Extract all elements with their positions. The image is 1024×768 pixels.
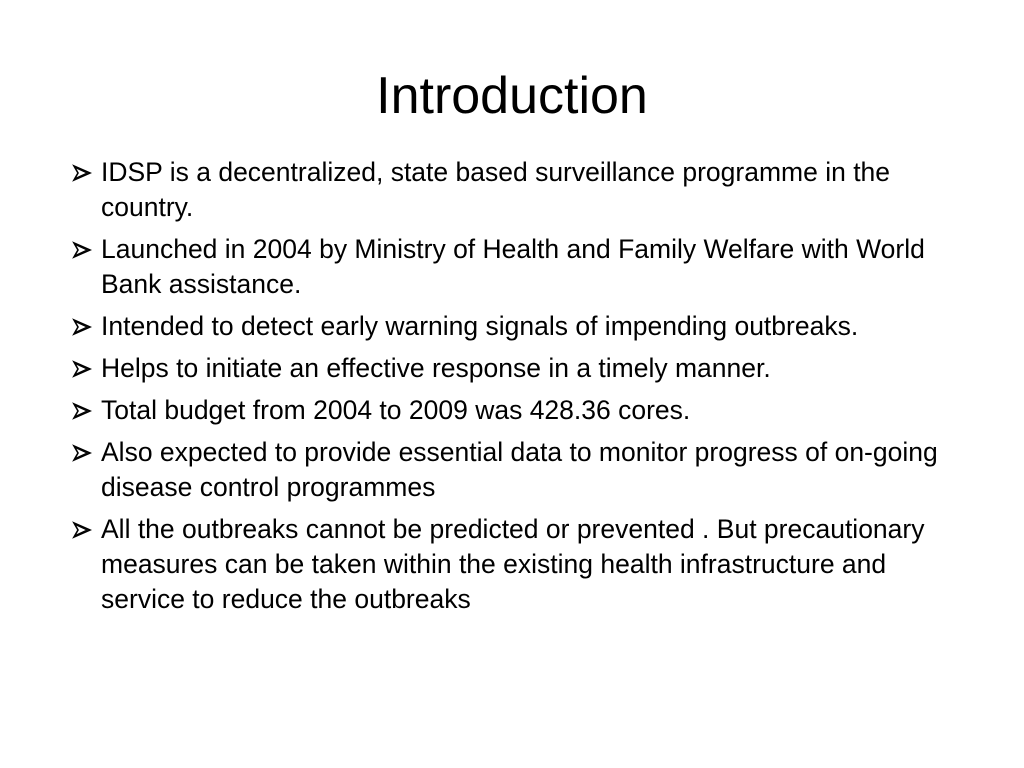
bullet-item — [72, 155, 972, 225]
arrow-bullet-icon — [72, 241, 92, 259]
arrow-bullet-icon — [72, 444, 92, 462]
slide-title: Introduction — [376, 67, 648, 125]
bullet-text: Intended to detect early warning signals of impending outbreaks. — [101, 311, 859, 341]
bullet-item — [72, 232, 972, 302]
bullet-text: All the outbreaks cannot be predicted or prevented . But precautionary measures can be taken within the existing health infrastructure and service to reduce the outbreaks — [101, 514, 925, 614]
bullet-list — [72, 155, 972, 624]
arrow-bullet-icon — [72, 164, 92, 182]
bullet-item — [72, 351, 972, 386]
bullet-item — [72, 435, 972, 505]
bullet-text: Total budget from 2004 to 2009 was 428.36 cores. — [101, 395, 691, 425]
bullet-item — [72, 512, 972, 617]
bullet-text: Also expected to provide essential data to monitor progress of on-going disease control programmes — [101, 437, 938, 502]
bullet-text: IDSP is a decentralized, state based surveillance programme in the country. — [101, 157, 891, 222]
arrow-bullet-icon — [72, 318, 92, 336]
arrow-bullet-icon — [72, 402, 92, 420]
arrow-bullet-icon — [72, 521, 92, 539]
bullet-text: Launched in 2004 by Ministry of Health and Family Welfare with World Bank assistance. — [101, 234, 925, 299]
bullet-item — [72, 393, 972, 428]
arrow-bullet-icon — [72, 360, 92, 378]
bullet-text: Helps to initiate an effective response in a timely manner. — [101, 353, 771, 383]
bullet-item — [72, 309, 972, 344]
